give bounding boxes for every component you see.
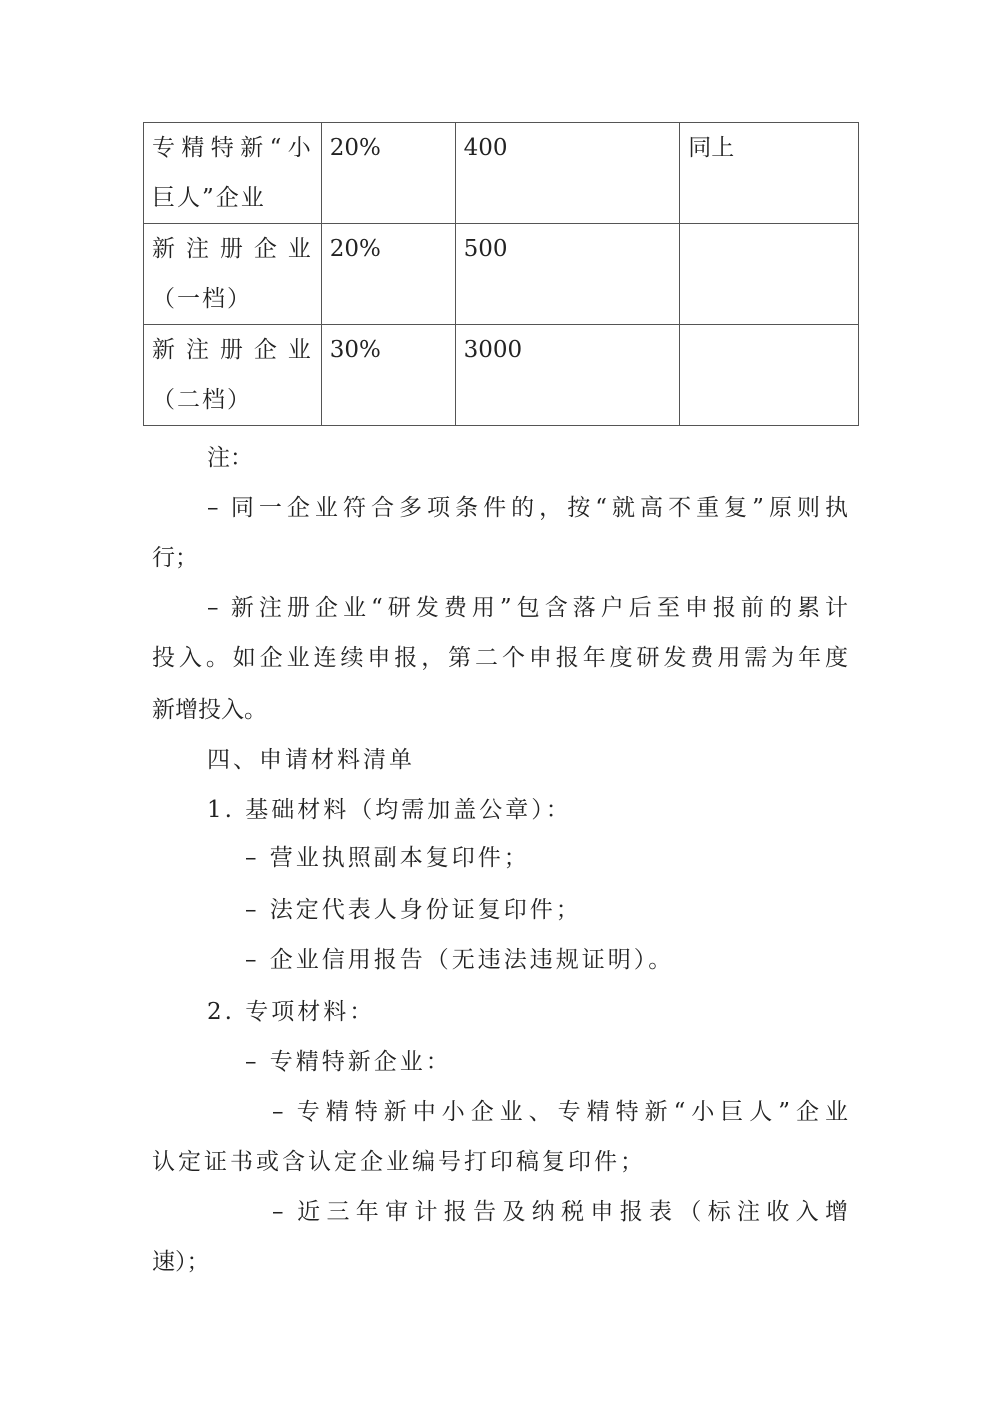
note-line: 投入。如企业连续申报，第二个申报年度研发费用需为年度 xyxy=(152,645,848,671)
note-line: 行； xyxy=(152,545,198,571)
ratio-cell: 30% xyxy=(321,325,455,426)
note-line: – 同一企业符合多项条件的，按“就高不重复”原则执 xyxy=(207,495,848,521)
list-item: – 营业执照副本复印件； xyxy=(245,845,530,871)
list-heading: 2. 专项材料： xyxy=(207,999,376,1025)
cell-text: 新注册企业 xyxy=(152,337,313,363)
table-row xyxy=(144,325,859,426)
note-cell: 同上 xyxy=(680,123,859,224)
cell-text: 巨人”企业 xyxy=(152,185,266,211)
list-item: – 专精特新企业： xyxy=(245,1049,452,1075)
list-item: – 近三年审计报告及纳税申报表（标注收入增 xyxy=(272,1199,848,1225)
section-heading: 四、申请材料清单 xyxy=(207,747,415,773)
list-item: – 专精特新中小企业、专精特新“小巨人”企业 xyxy=(272,1099,848,1125)
note-line: – 新注册企业“研发费用”包含落户后至申报前的累计 xyxy=(207,595,848,621)
enterprise-type-cell xyxy=(144,224,322,325)
cell-text: （一档） xyxy=(152,286,252,312)
subsidy-table xyxy=(143,122,859,426)
amount-cell: 500 xyxy=(455,224,680,325)
cell-text: 新注册企业 xyxy=(152,236,313,262)
note-line: 新增投入。 xyxy=(152,697,267,723)
list-heading: 1. 基础材料（均需加盖公章）： xyxy=(207,797,572,823)
ratio-cell: 20% xyxy=(321,123,455,224)
list-item: 认定证书或含认定企业编号打印稿复印件； xyxy=(152,1149,646,1175)
note-heading: 注： xyxy=(207,445,253,471)
list-item: 速）； xyxy=(152,1249,210,1275)
ratio-cell: 20% xyxy=(321,224,455,325)
table-row xyxy=(144,224,859,325)
amount-cell: 3000 xyxy=(455,325,680,426)
enterprise-type-cell xyxy=(144,325,322,426)
table-row xyxy=(144,123,859,224)
note-cell xyxy=(680,325,859,426)
cell-text: 专精特新“小 xyxy=(152,135,313,161)
note-cell xyxy=(680,224,859,325)
enterprise-type-cell xyxy=(144,123,322,224)
amount-cell: 400 xyxy=(455,123,680,224)
cell-text: （二档） xyxy=(152,387,252,413)
list-item: – 企业信用报告（无违法违规证明）。 xyxy=(245,947,675,973)
list-item: – 法定代表人身份证复印件； xyxy=(245,897,582,923)
